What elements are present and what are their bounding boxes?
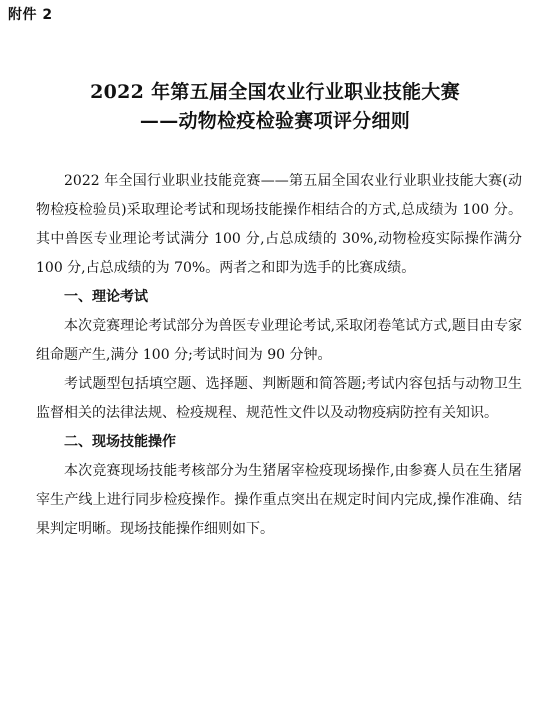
theory-paragraph-1: 本次竞赛理论考试部分为兽医专业理论考试,采取闭卷笔试方式,题目由专家组命题产生,满分 100 分;考试时间为 90 分钟。 xyxy=(36,318,522,363)
document-title: 2022 年第五届全国农业行业职业技能大赛 xyxy=(90,81,460,103)
document-body xyxy=(36,167,522,544)
theory-paragraph-2: 考试题型包括填空题、选择题、判断题和简答题;考试内容包括与动物卫生监督相关的法律法规、检疫规程、规范性文件以及动物疫病防控有关知识。 xyxy=(36,376,522,421)
document-subtitle: ——动物检疫检验赛项评分细则 xyxy=(139,110,411,132)
section-heading-practical: 二、现场技能操作 xyxy=(64,434,176,450)
intro-paragraph: 2022 年全国行业职业技能竞赛——第五届全国农业行业职业技能大赛(动物检疫检验员)采取理论考试和现场技能操作相结合的方式,总成绩为 100 分。其中兽医专业理论考试满分 100 分,占总成绩的 30%,动物检疫实际操作满分 100 分,占总成绩的为 70%。两者之和即为选手的比赛成绩。 xyxy=(36,173,522,276)
attachment-label: 附件 2 xyxy=(8,7,53,23)
practical-paragraph-1: 本次竞赛现场技能考核部分为生猪屠宰检疫现场操作,由参赛人员在生猪屠宰生产线上进行同步检疫操作。操作重点突出在规定时间内完成,操作准确、结果判定明晰。现场技能操作细则如下。 xyxy=(36,463,522,537)
section-heading-theory: 一、理论考试 xyxy=(64,289,148,305)
